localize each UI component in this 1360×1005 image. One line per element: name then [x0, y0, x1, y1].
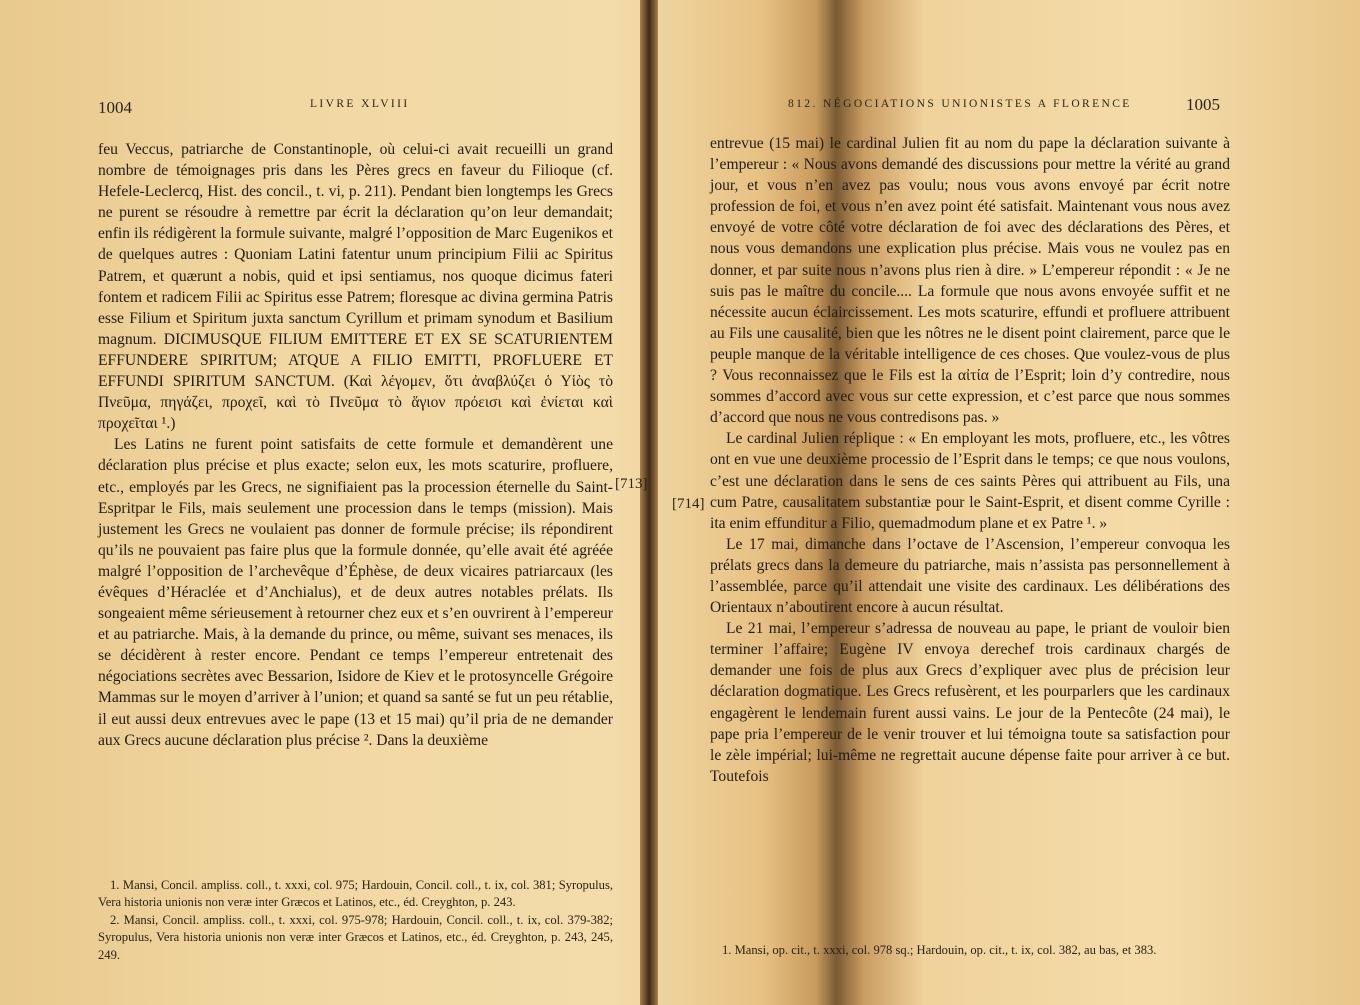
left-running-head: LIVRE XLVIII — [310, 98, 410, 110]
right-page — [658, 0, 1360, 1005]
left-footnote-2: 2. Mansi, Concil. ampliss. coll., t. xxxi, col. 975-978; Hardouin, Concil. coll., t. ix, col. 379-382; Syropulus, Vera historia unionis non veræ inter Græcos et Latinos, etc., éd. Creyghton, p. 243, 245, 249. — [98, 912, 613, 962]
right-footnote-1: 1. Mansi, op. cit., t. xxxi, col. 978 sq.; Hardouin, op. cit., t. ix, col. 382, au bas, et 383. — [722, 943, 1157, 957]
right-paragraph-3: Le 17 mai, dimanche dans l’octave de l’Ascension, l’empereur convoqua les prélats grecs dans la demeure du patriarche, mais n’assista pas personnellement à l’assemblée, parce qu’il attendait une visite des cardinaux. Les délibérations des Orientaux n’aboutirent encore à aucun résultat. — [710, 535, 1230, 617]
right-margin-marker: [714] — [672, 496, 705, 512]
book-gutter — [640, 0, 658, 1005]
right-paragraph-2: Le cardinal Julien réplique : « En employant les mots, profluere, etc., les vôtres ont en vue une deuxième processio de l’Esprit dans le temps; ce que nous voulons, c’est une déclaration dans le sens de ces saints Pères qui attribuent au Fils, una cum Patre, causalitatem substantiæ pour le Saint-Esprit, et disent comme Cyrille : ita enim effunditur a Filio, quemadmodum plane et ex Patre ¹. » — [710, 430, 1230, 532]
left-page — [0, 0, 648, 1005]
right-paragraph-4: Le 21 mai, l’empereur s’adressa de nouveau au pape, le priant de vouloir bien terminer l’affaire; Eugène IV envoya derechef trois cardinaux chargés de demander une fois de plus aux Grecs d’expliquer avec plus de précision leur déclaration dogmatique. Les Grecs refusèrent, et les pourparlers que les cardinaux engagèrent le lendemain furent aussi vains. Le jour de la Pentecôte (24 mai), le pape pria l’empereur de le venir trouver et lui témoigna toute sa satisfaction pour le zèle impérial; lui-même ne regrettait aucune dépense faite pour arriver à ce but. Toutefois — [710, 620, 1230, 785]
right-paragraph-1: entrevue (15 mai) le cardinal Julien fit au nom du pape la déclaration suivante à l’empereur : « Nous avons demandé des discussions pour mettre la vérité au grand jour, et vous n’en avez pas voulu; nous vous avons envoyé par écrit notre profession de foi, et vous n’en avez point été satisfait. Maintenant vous nous avez envoyé de votre côté votre déclaration de foi avec des déclarations des Pères, et nous vous demandons une explication plus précise. Mais vous ne voulez pas en donner, et par suite nous n’avons plus rien à dire. » L’empereur répondit : « Je ne suis pas le maître du concile.... La formule que nous avons envoyée suffit et ne nécessite aucun éclaircissement. Les mots scaturire, effundi et profluere attribuent au Fils une causalité, bien que les nôtres ne le disent point clairement, parce que le peuple manque de la véritable intelligence de ces choses. Que voulez-vous de plus ? Vous reconnaissez que le Fils est la αἰτία de l’Esprit; loin d’y contredire, nous sommes d’accord avec vous sur cette expression, et c’est parce que nous sommes d’accord que nous ne vous contredisons pas. » — [710, 135, 1230, 427]
right-footnotes — [710, 942, 1230, 959]
left-margin-marker: [713] — [615, 476, 648, 492]
left-paragraph-1: feu Veccus, patriarche de Constantinople, où celui-ci avait recueilli un grand nombre de témoignages pris dans les Pères grecs en faveur du Filioque (cf. Hefele-Leclercq, Hist. des concil., t. vi, p. 211). Pendant bien longtemps les Grecs ne purent se résoudre à remettre par écrit la déclaration qu’on leur demandait; enfin ils rédigèrent la formule suivante, malgré l’opposition de Marc Eugenikos et de quelques autres : Quoniam Latini fatentur unum principium Filii ac Spiritus Patrem, et quærunt a nobis, quid et ipsi sentiamus, nos quoque dicimus fateri fontem et radicem Filii ac Spiritus esse Patrem; floresque ac divina germina Patris esse Filium et Spiritum juxta sanctum Cyrillum et primam synodum et Basilium magnum. DICIMUSQUE FILIUM EMITTERE ET EX SE SCATURIENTEM EFFUNDERE SPIRITUM; ATQUE A FILIO EMITTI, PROFLUERE ET EFFUNDI SPIRITUM SANCTUM. (Καὶ λέγομεν, ὅτι ἀναβλύζει ὁ Υἱὸς τὸ Πνεῦμα, πηγάζει, προχεῖ, καὶ τὸ Πνεῦμα τὸ ἅγιον πρόεισι καὶ ἐνίεται καὶ προχεῖται ¹.) — [98, 141, 613, 433]
left-paragraph-2: Les Latins ne furent point satisfaits de cette formule et demandèrent une déclaration plus précise et plus exacte; selon eux, les mots scaturire, profluere, etc., employés par les Grecs, ne signifiaient pas la procession éternelle du Saint-Espritpar le Fils, mais seulement une procession dans le temps (mission). Mais justement les Grecs ne voulaient pas donner de formule précise; ils répondirent qu’ils ne pouvaient pas faire plus que la formule donnée, qu’elle avait été agréée malgré l’opposition de l’archevêque d’Éphèse, de deux vicaires patriarcaux (les évêques d’Héraclée et d’Anchialus), et de deux autres notables prélats. Ils songeaient même sérieusement à retourner chez eux et s’en ouvrirent à l’empereur et au patriarche. Mais, à la demande du prince, ou même, suivant ses menaces, ils se décidèrent à rester encore. Pendant ce temps l’empereur entretenait des négociations secrètes avec Bessarion, Isidore de Kiev et le protosyncelle Grégoire Mammas sur le moyen d’arriver à l’union; et quand sa santé se fut un peu rétablie, il eut aussi deux entrevues avec le pape (13 et 15 mai) qu’il pria de ne demander aux Grecs aucune déclaration plus précise ². Dans la deuxième — [98, 436, 613, 749]
right-body-text — [710, 133, 1230, 787]
right-page-number: 1005 — [1186, 95, 1220, 114]
left-footnote-1: 1. Mansi, Concil. ampliss. coll., t. xxxi, col. 975; Hardouin, Concil. coll., t. ix, col. 381; Syropulus, Vera historia unionis non veræ inter Græcos et Latinos, etc., éd. Creyghton, p. 243. — [98, 878, 613, 910]
left-footnotes — [98, 877, 613, 964]
right-running-head: 812. NÉGOCIATIONS UNIONISTES A FLORENCE — [788, 98, 1132, 110]
left-body-text — [98, 139, 613, 751]
left-page-number: 1004 — [98, 98, 132, 117]
